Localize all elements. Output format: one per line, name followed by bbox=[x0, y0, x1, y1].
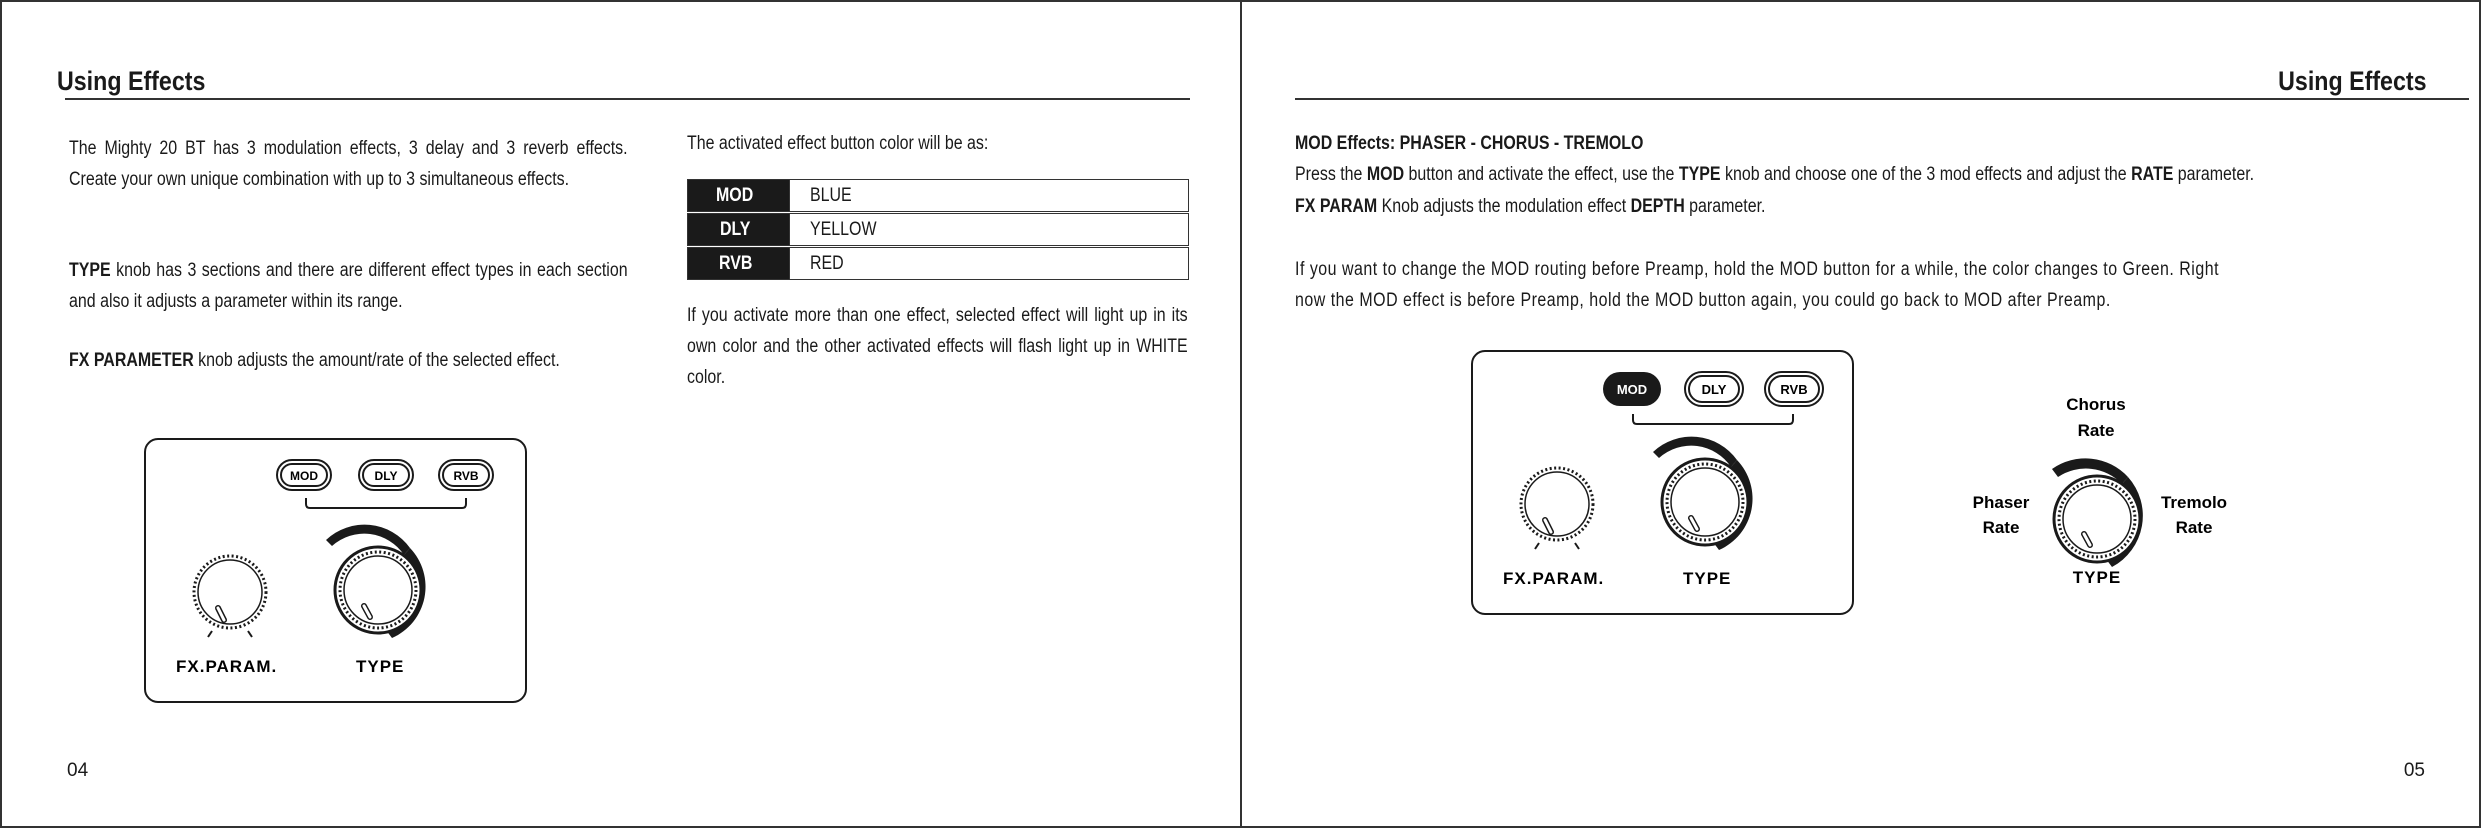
panel-svg bbox=[146, 440, 529, 705]
type-bottom-label: TYPE bbox=[2072, 568, 2122, 587]
multi-effect-paragraph: If you activate more than one effect, selected effect will light up in its own color and the other activated effects will flash light up in WHITE color. bbox=[687, 305, 1188, 388]
type-knob bbox=[2052, 458, 2143, 567]
instruction-line-2: FX PARAM Knob adjusts the modulation effect DEPTH parameter. bbox=[1295, 196, 1766, 217]
svg-text:MOD: MOD bbox=[1616, 382, 1648, 397]
table-row bbox=[688, 214, 1189, 246]
intro-paragraph: The Mighty 20 BT has 3 modulation effects, 3 delay and 3 reverb effects. Create your own unique combination with up to 3 simultaneous effects. bbox=[69, 138, 628, 190]
type-paragraph: TYPE knob has 3 sections and there are different effect types in each section and also it adjusts a parameter within its range. bbox=[69, 260, 628, 312]
fx-param-knob[interactable] bbox=[1521, 468, 1593, 549]
type-knob[interactable] bbox=[1653, 437, 1753, 550]
mod-button[interactable] bbox=[1603, 372, 1661, 406]
right-page bbox=[1240, 0, 2481, 828]
effect-key: MOD bbox=[688, 180, 790, 212]
phaser-rate-label: Rate bbox=[1982, 518, 2020, 537]
mod-effects-heading: MOD Effects: PHASER - CHORUS - TREMOLO bbox=[1295, 133, 1644, 154]
chorus-rate-label: Rate bbox=[2077, 421, 2115, 440]
page-title: Using Effects bbox=[57, 66, 206, 96]
rvb-button[interactable] bbox=[439, 460, 493, 490]
type-knob[interactable] bbox=[326, 525, 426, 638]
control-panel-diagram bbox=[144, 438, 527, 703]
fx-param-label: FX.PARAM. bbox=[176, 657, 278, 676]
tremolo-rate-label: Rate bbox=[2175, 518, 2213, 537]
chorus-label: Chorus bbox=[2066, 395, 2126, 414]
type-label: TYPE bbox=[356, 657, 405, 676]
table-row bbox=[688, 180, 1189, 212]
effect-key: RVB bbox=[688, 248, 790, 280]
fx-parameter-label: FX PARAMETER bbox=[69, 350, 194, 371]
control-panel-diagram bbox=[1471, 350, 1854, 615]
svg-text:DLY: DLY bbox=[374, 469, 398, 483]
phaser-label: Phaser bbox=[1972, 493, 2030, 512]
mod-button[interactable] bbox=[277, 460, 331, 490]
rvb-button[interactable] bbox=[1765, 372, 1823, 406]
instruction-line-1: Press the MOD button and activate the effect, use the TYPE knob and choose one of the 3 mod effects and adjust the RATE parameter. bbox=[1295, 164, 2255, 185]
svg-text:MOD: MOD bbox=[290, 469, 318, 483]
routing-line-1: If you want to change the MOD routing before Preamp, hold the MOD button for a while, the color changes to Green. Right bbox=[1295, 259, 2220, 280]
fx-param-label: FX.PARAM. bbox=[1503, 569, 1605, 588]
left-page bbox=[0, 0, 1240, 828]
title-rule bbox=[1295, 98, 2469, 100]
tremolo-label: Tremolo bbox=[2160, 493, 2228, 512]
button-bracket bbox=[1633, 414, 1793, 424]
color-intro: The activated effect button color will be as: bbox=[687, 133, 989, 154]
svg-text:RVB: RVB bbox=[453, 469, 479, 483]
svg-text:DLY: DLY bbox=[1701, 382, 1727, 397]
type-label: TYPE bbox=[1683, 569, 1732, 588]
panel-svg bbox=[1473, 352, 1856, 617]
effect-color-table bbox=[687, 179, 1189, 280]
dly-button[interactable] bbox=[359, 460, 413, 490]
effect-color: BLUE bbox=[790, 180, 1189, 212]
svg-text:RVB: RVB bbox=[1780, 382, 1808, 397]
effect-color: RED bbox=[790, 248, 1189, 280]
table-row bbox=[688, 248, 1189, 280]
page-number: 05 bbox=[2403, 760, 2425, 781]
dly-button[interactable] bbox=[1685, 372, 1743, 406]
page-title: Using Effects bbox=[2278, 66, 2427, 96]
title-rule bbox=[65, 98, 1190, 100]
type-knob-diagram bbox=[1942, 387, 2262, 587]
button-bracket bbox=[306, 498, 466, 508]
routing-line-2: now the MOD effect is before Preamp, hold the MOD button again, you could go back to MOD after Preamp. bbox=[1295, 290, 2111, 311]
fx-param-knob[interactable] bbox=[194, 556, 266, 637]
effect-key: DLY bbox=[688, 214, 790, 246]
fx-parameter-paragraph: FX PARAMETER knob adjusts the amount/rate of the selected effect. bbox=[69, 350, 560, 371]
effect-color: YELLOW bbox=[790, 214, 1189, 246]
type-label: TYPE bbox=[69, 260, 111, 281]
page-number: 04 bbox=[67, 760, 89, 781]
